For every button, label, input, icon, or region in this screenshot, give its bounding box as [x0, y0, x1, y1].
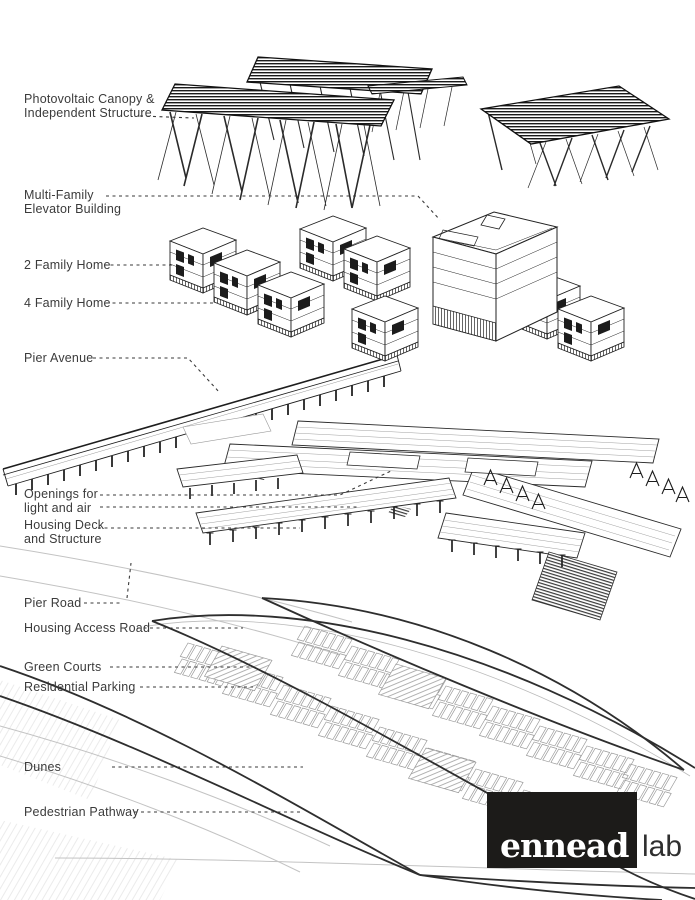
label-green-courts: Green Courts: [24, 660, 102, 674]
label-photovoltaic-canopy: Photovoltaic Canopy & Independent Structure: [24, 92, 155, 120]
label-housing-access-road: Housing Access Road: [24, 621, 151, 635]
ennead-lab-logo: [487, 792, 637, 868]
label-housing-deck-and-structure: Housing Deck and Structure: [24, 518, 105, 546]
label-multi-family-elevator-building: Multi-Family Elevator Building: [24, 188, 122, 216]
housing-deck-structure: [177, 414, 689, 620]
label-4-family-home: 4 Family Home: [24, 296, 111, 310]
photovoltaic-canopy-structure: [158, 57, 669, 210]
label-pedestrian-pathway: Pedestrian Pathway: [24, 805, 139, 819]
label-2-family-home: 2 Family Home: [24, 258, 111, 272]
logo-brand: ennead: [500, 826, 629, 865]
label-pier-road: Pier Road: [24, 596, 82, 610]
label-openings-for-light-and-air: Openings for light and air: [24, 487, 98, 515]
label-residential-parking: Residential Parking: [24, 680, 136, 694]
logo-sub: lab: [642, 830, 683, 863]
label-pier-avenue: Pier Avenue: [24, 351, 94, 365]
label-dunes: Dunes: [24, 760, 62, 774]
